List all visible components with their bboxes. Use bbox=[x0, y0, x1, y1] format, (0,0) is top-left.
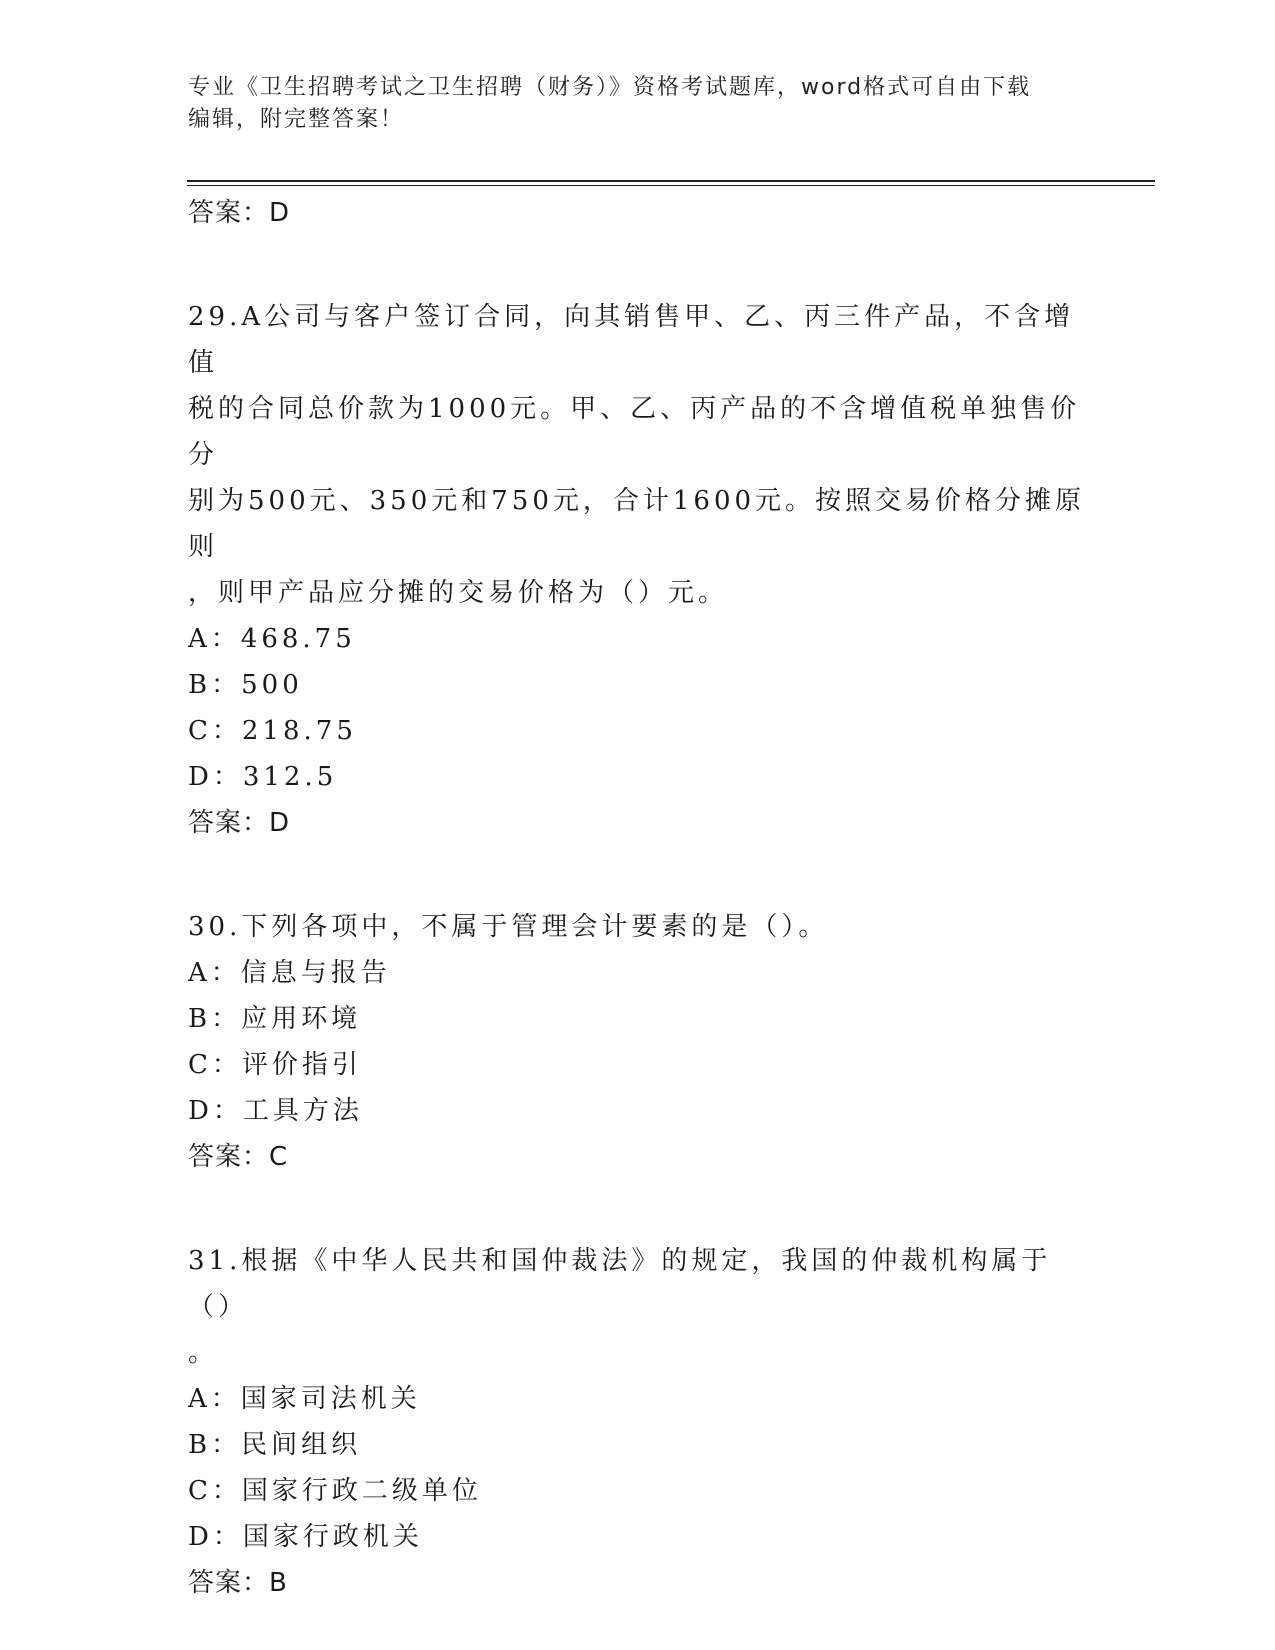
answer-29: 答案：D bbox=[188, 808, 291, 838]
header-line-1: 专业《卫生招聘考试之卫生招聘（财务）》资格考试题库，word格式可自由下载 bbox=[188, 75, 1032, 100]
question-line: ，则甲产品应分摊的交易价格为（）元。 bbox=[188, 578, 729, 608]
spacer bbox=[188, 236, 1088, 294]
document-header bbox=[188, 72, 1068, 136]
question-line: 税的合同总价款为1000元。甲、乙、丙产品的不含增值税单独售价分 bbox=[188, 394, 1081, 470]
header-divider-thin bbox=[187, 185, 1155, 186]
question-text bbox=[188, 904, 1088, 950]
spacer bbox=[188, 846, 1088, 904]
question-30 bbox=[188, 904, 1088, 1134]
option-c: C：评价指引 bbox=[188, 1050, 362, 1080]
question-text bbox=[188, 294, 1088, 616]
question-line: 31.根据《中华人民共和国仲裁法》的规定，我国的仲裁机构属于（） bbox=[188, 1246, 1052, 1322]
question-line: 30.下列各项中，不属于管理会计要素的是（）。 bbox=[188, 912, 829, 942]
answer-30: 答案：C bbox=[188, 1142, 289, 1172]
option-b: B：民间组织 bbox=[188, 1430, 362, 1460]
option-b: B：500 bbox=[188, 670, 303, 700]
previous-answer: 答案：D bbox=[188, 198, 291, 228]
option-d: D：工具方法 bbox=[188, 1096, 363, 1126]
answer-31: 答案：B bbox=[188, 1568, 288, 1598]
option-a: A：国家司法机关 bbox=[188, 1384, 421, 1414]
option-d: D：312.5 bbox=[188, 762, 338, 792]
question-line: 。 bbox=[188, 1338, 219, 1368]
question-29 bbox=[188, 294, 1088, 800]
option-d: D：国家行政机关 bbox=[188, 1522, 423, 1552]
question-line: 29.A公司与客户签订合同，向其销售甲、乙、丙三件产品，不含增值 bbox=[188, 302, 1075, 378]
option-a: A：信息与报告 bbox=[188, 958, 391, 988]
option-a: A：468.75 bbox=[188, 624, 356, 654]
question-list bbox=[188, 190, 1088, 1606]
header-divider-thick bbox=[187, 180, 1155, 182]
spacer bbox=[188, 1180, 1088, 1238]
option-b: B：应用环境 bbox=[188, 1004, 362, 1034]
header-line-2: 编辑，附完整答案！ bbox=[188, 107, 405, 132]
question-text bbox=[188, 1238, 1088, 1376]
option-c: C：国家行政二级单位 bbox=[188, 1476, 482, 1506]
question-31 bbox=[188, 1238, 1088, 1560]
option-c: C：218.75 bbox=[188, 716, 357, 746]
question-line: 别为500元、350元和750元，合计1600元。按照交易价格分摊原则 bbox=[188, 486, 1086, 562]
